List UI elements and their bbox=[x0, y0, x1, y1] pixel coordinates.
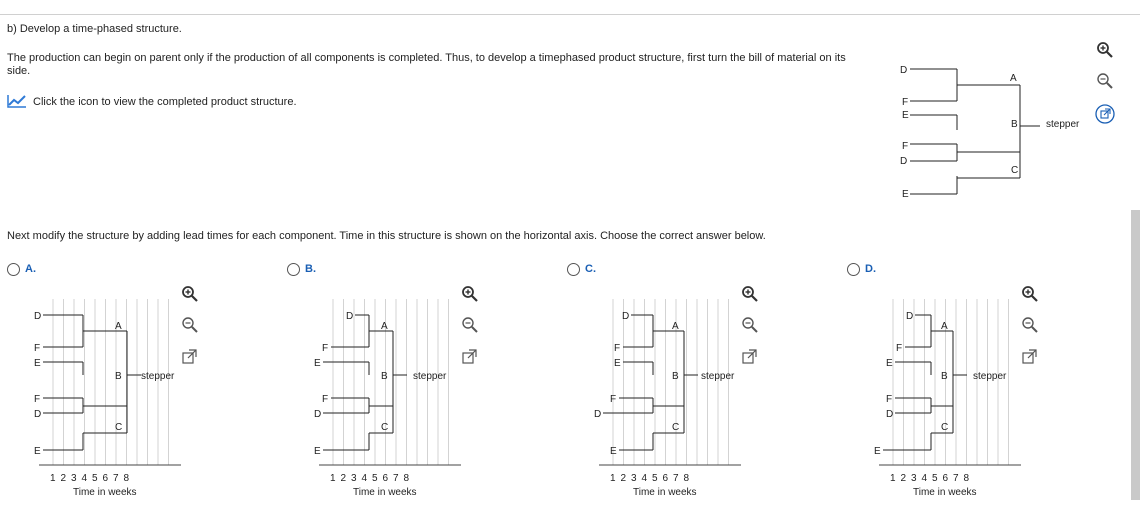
time-phased-diagram bbox=[311, 305, 471, 500]
popout-button[interactable] bbox=[741, 348, 759, 366]
zoom-out-icon bbox=[461, 316, 479, 334]
ref-node-c: C bbox=[1011, 165, 1019, 176]
zoom-in-icon bbox=[1021, 285, 1039, 303]
leaf-label: F bbox=[34, 394, 41, 405]
zoom-in-button[interactable] bbox=[461, 285, 479, 303]
option-structure-figure bbox=[311, 305, 481, 525]
popout-icon bbox=[741, 348, 759, 366]
leaf-label: E bbox=[874, 446, 881, 457]
option-radio-1[interactable] bbox=[7, 263, 20, 276]
axis-tick-label: 4 bbox=[81, 473, 88, 484]
ref-leaf-f1: F bbox=[902, 97, 909, 108]
leaf-label: E bbox=[886, 358, 893, 369]
view-structure-link[interactable]: Click the icon to view the completed product structure. bbox=[33, 96, 297, 108]
leaf-label: E bbox=[614, 358, 621, 369]
option-radio-4[interactable] bbox=[847, 263, 860, 276]
time-phased-diagram bbox=[871, 305, 1031, 500]
node-label-a: A bbox=[115, 321, 122, 332]
option-letter[interactable]: B. bbox=[305, 263, 316, 275]
axis-label: Time in weeks bbox=[633, 487, 697, 498]
axis-tick-label: 6 bbox=[942, 473, 949, 484]
zoom-in-button[interactable] bbox=[1021, 285, 1039, 303]
zoom-out-button[interactable] bbox=[181, 316, 199, 334]
axis-tick-label: 2 bbox=[60, 473, 67, 484]
ref-root: stepper bbox=[1046, 119, 1080, 130]
node-label-a: A bbox=[381, 321, 388, 332]
part-label: b) Develop a time-phased structure. bbox=[7, 23, 182, 35]
popout-button[interactable] bbox=[181, 348, 199, 366]
node-label-b: B bbox=[672, 371, 679, 382]
leaf-label: F bbox=[886, 394, 893, 405]
option-radio-3[interactable] bbox=[567, 263, 580, 276]
axis-tick-label: 7 bbox=[673, 473, 679, 484]
axis-tick-label: 7 bbox=[953, 473, 959, 484]
axis-tick-label: 7 bbox=[113, 473, 119, 484]
axis-label: Time in weeks bbox=[353, 487, 417, 498]
node-label-c: C bbox=[941, 422, 949, 433]
axis-tick-label: 2 bbox=[340, 473, 347, 484]
axis-tick-label: 1 bbox=[610, 473, 616, 484]
popout-icon bbox=[1021, 348, 1039, 366]
zoom-out-icon bbox=[181, 316, 199, 334]
popout-button[interactable] bbox=[461, 348, 479, 366]
node-label-a: A bbox=[941, 321, 948, 332]
root-label: stepper bbox=[413, 371, 447, 382]
axis-tick-label: 3 bbox=[351, 473, 357, 484]
ref-zoom-in-button[interactable] bbox=[1096, 41, 1114, 59]
axis-tick-label: 5 bbox=[932, 473, 938, 484]
axis-tick-label: 1 bbox=[890, 473, 896, 484]
line-chart-icon[interactable] bbox=[7, 94, 27, 108]
axis-tick-label: 7 bbox=[393, 473, 399, 484]
node-label-b: B bbox=[115, 371, 122, 382]
time-phased-diagram bbox=[31, 305, 191, 500]
zoom-in-icon bbox=[461, 285, 479, 303]
zoom-in-button[interactable] bbox=[181, 285, 199, 303]
leaf-label: F bbox=[322, 343, 329, 354]
ref-zoom-out-button[interactable] bbox=[1096, 72, 1114, 90]
ref-leaf-e2: E bbox=[902, 189, 909, 200]
zoom-out-icon bbox=[741, 316, 759, 334]
axis-tick-label: 2 bbox=[900, 473, 907, 484]
leaf-label: E bbox=[34, 446, 41, 457]
leaf-label: D bbox=[886, 409, 894, 420]
ref-node-a: A bbox=[1010, 73, 1017, 84]
next-instruction: Next modify the structure by adding lead times for each component. Time in this structure is shown on the horizontal axis. Choose the correct answer below. bbox=[7, 230, 766, 242]
popout-icon bbox=[1095, 104, 1115, 124]
node-label-c: C bbox=[672, 422, 680, 433]
node-label-a: A bbox=[672, 321, 679, 332]
axis-tick-label: 5 bbox=[372, 473, 378, 484]
zoom-in-button[interactable] bbox=[741, 285, 759, 303]
option-radio-2[interactable] bbox=[287, 263, 300, 276]
axis-tick-label: 4 bbox=[641, 473, 648, 484]
axis-tick-label: 8 bbox=[403, 473, 410, 484]
zoom-in-icon bbox=[1096, 41, 1114, 59]
ref-leaf-d2: D bbox=[900, 156, 908, 167]
leaf-label: D bbox=[346, 311, 354, 322]
axis-tick-label: 1 bbox=[50, 473, 56, 484]
option-letter[interactable]: D. bbox=[865, 263, 876, 275]
axis-tick-label: 5 bbox=[92, 473, 98, 484]
axis-tick-label: 3 bbox=[631, 473, 637, 484]
popout-button[interactable] bbox=[1021, 348, 1039, 366]
axis-tick-label: 3 bbox=[71, 473, 77, 484]
top-divider bbox=[0, 14, 1140, 15]
leaf-label: D bbox=[34, 311, 42, 322]
axis-tick-label: 8 bbox=[123, 473, 130, 484]
axis-tick-label: 4 bbox=[921, 473, 928, 484]
zoom-in-icon bbox=[741, 285, 759, 303]
ref-leaf-f2: F bbox=[902, 141, 909, 152]
zoom-out-icon bbox=[1096, 72, 1114, 90]
leaf-label: E bbox=[610, 446, 617, 457]
popout-icon bbox=[181, 348, 199, 366]
leaf-label: E bbox=[314, 446, 321, 457]
zoom-out-button[interactable] bbox=[461, 316, 479, 334]
axis-tick-label: 1 bbox=[330, 473, 336, 484]
option-structure-figure bbox=[31, 305, 201, 525]
root-label: stepper bbox=[973, 371, 1007, 382]
zoom-out-button[interactable] bbox=[1021, 316, 1039, 334]
leaf-label: F bbox=[610, 394, 617, 405]
leaf-label: D bbox=[314, 409, 322, 420]
option-letter[interactable]: A. bbox=[25, 263, 36, 275]
zoom-in-icon bbox=[181, 285, 199, 303]
zoom-out-icon bbox=[1021, 316, 1039, 334]
leaf-label: E bbox=[34, 358, 41, 369]
ref-leaf-e1: E bbox=[902, 110, 909, 121]
reference-structure bbox=[895, 60, 1080, 210]
axis-tick-label: 6 bbox=[662, 473, 669, 484]
axis-tick-label: 8 bbox=[683, 473, 690, 484]
axis-tick-label: 2 bbox=[620, 473, 627, 484]
axis-tick-label: 4 bbox=[361, 473, 368, 484]
root-label: stepper bbox=[701, 371, 735, 382]
leaf-label: F bbox=[322, 394, 329, 405]
axis-label: Time in weeks bbox=[73, 487, 137, 498]
leaf-label: D bbox=[34, 409, 42, 420]
time-phased-diagram bbox=[591, 305, 751, 500]
leaf-label: F bbox=[34, 343, 41, 354]
ref-popout-button[interactable] bbox=[1095, 104, 1115, 124]
node-label-c: C bbox=[115, 422, 123, 433]
axis-tick-label: 6 bbox=[382, 473, 389, 484]
root-label: stepper bbox=[141, 371, 175, 382]
zoom-out-button[interactable] bbox=[741, 316, 759, 334]
leaf-label: E bbox=[314, 358, 321, 369]
leaf-label: F bbox=[614, 343, 621, 354]
option-structure-figure bbox=[871, 305, 1041, 525]
leaf-label: F bbox=[896, 343, 903, 354]
leaf-label: D bbox=[594, 409, 602, 420]
axis-tick-label: 6 bbox=[102, 473, 109, 484]
ref-leaf-d1: D bbox=[900, 65, 908, 76]
leaf-label: D bbox=[906, 311, 914, 322]
node-label-c: C bbox=[381, 422, 389, 433]
node-label-b: B bbox=[381, 371, 388, 382]
scrollbar[interactable] bbox=[1131, 210, 1140, 500]
axis-tick-label: 8 bbox=[963, 473, 970, 484]
option-structure-figure bbox=[591, 305, 761, 525]
leaf-label: D bbox=[622, 311, 630, 322]
axis-tick-label: 5 bbox=[652, 473, 658, 484]
instructions-text: The production can begin on parent only if the production of all components is completed. Thus, to develop a timephased product structure, first turn the bill of material on its side. bbox=[7, 52, 846, 77]
axis-label: Time in weeks bbox=[913, 487, 977, 498]
popout-icon bbox=[461, 348, 479, 366]
reference-structure-diagram bbox=[895, 60, 1080, 210]
ref-node-b: B bbox=[1011, 119, 1018, 130]
option-letter[interactable]: C. bbox=[585, 263, 596, 275]
axis-tick-label: 3 bbox=[911, 473, 917, 484]
node-label-b: B bbox=[941, 371, 948, 382]
